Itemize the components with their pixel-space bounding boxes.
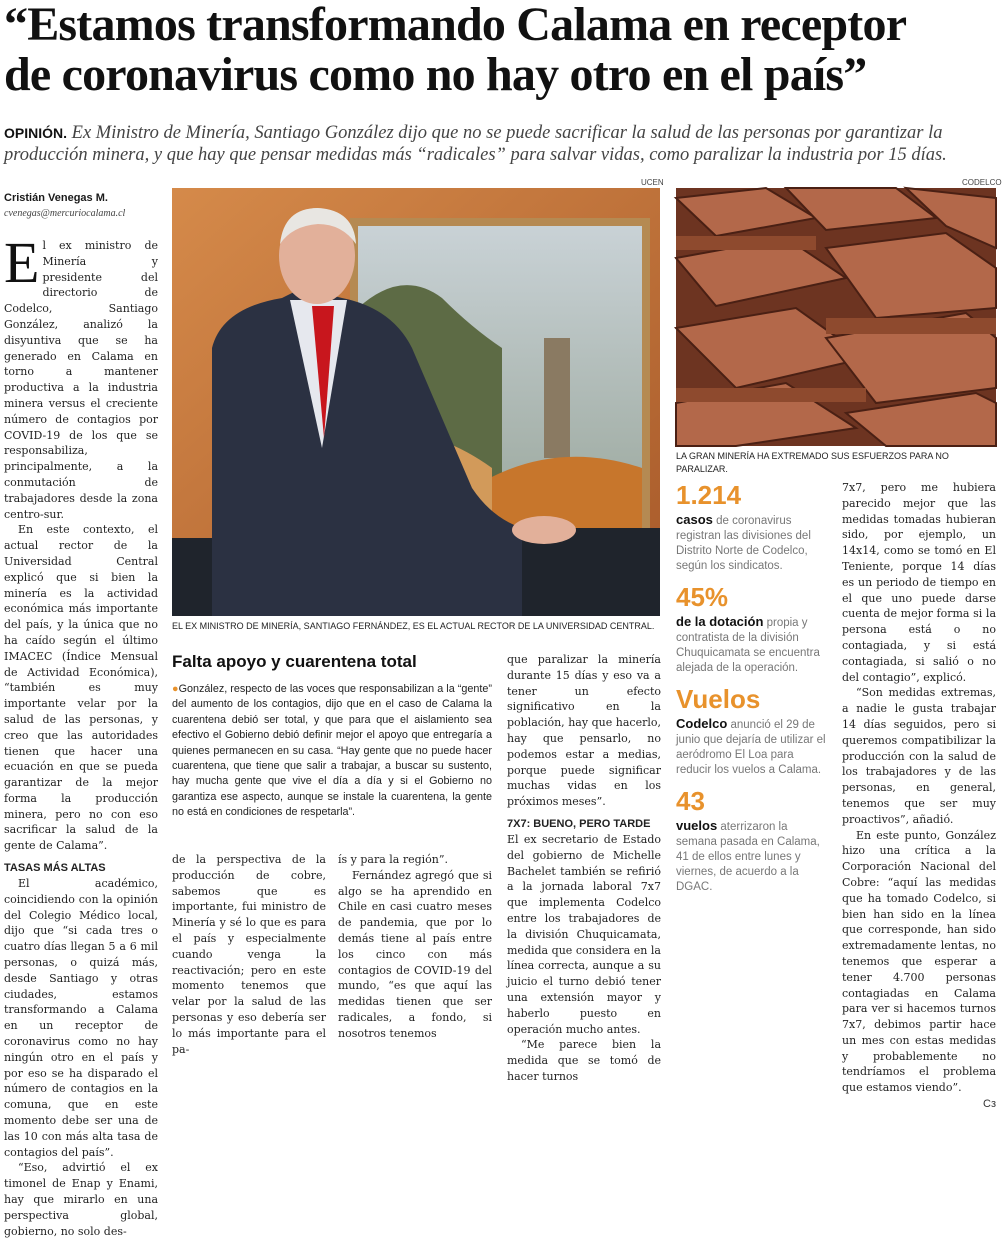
article-column-2 (172, 852, 326, 1057)
paragraph: que paralizar la minería durante 15 días y eso va a tener un efecto significativo en la población, hay que hacerlo, hay que pensarlo, no podemos estar a medias, porque puede significar muchas vidas en los próximos meses”. (507, 653, 661, 809)
bullet-icon: ● (172, 683, 179, 695)
portrait-photo (172, 188, 660, 616)
paragraph: 7x7, pero me hubiera parecido mejor que las medidas tomadas hubieran sido, por ejemplo, un 14x14, como se tomó en El Teniente, porque 14 días es un periodo de tiempo en el que uno puede darse cuenta de mejor forma si la persona está o no contagiada, y si está contagiada, si salió o no del contagio”, explicó. (842, 481, 996, 684)
lead-text: Ex Ministro de Minería, Santiago González dijo que no se puede sacrificar la salud de las personas por garantizar la producción minera, y que hay que pensar medidas más “radicales” para salvar vidas, como paralizar la industria por 15 días. (4, 123, 947, 165)
photo-credit: CODELCO (962, 178, 1002, 187)
stat-block (676, 478, 828, 574)
byline (4, 190, 164, 222)
paragraph: El académico, coincidiendo con la opinión del Colegio Médico local, dijo que “si cada tres o cuatro días llegan 5 a 6 mil personas, o quizá más, desde Santiago y otras ciudades, estamos transformando a Calama en un receptor de coronavirus como no hay ningún otro en el país y por eso se ha disparado el número de contagios en la comuna, que en este momento debe ser una de las 10 con más alta tasa de contagios del país”. (4, 877, 158, 1159)
paragraph: de la perspectiva de la producción de cobre, sabemos que es importante, fui ministro de Minería y sé lo que es para el país y especialmente cuando venga la reactivación; pero en este momento tenemos que velar por la salud de las personas y eso debería ser lo más importante para el pa- (172, 853, 326, 1056)
article-column-1 (4, 230, 158, 1239)
portrait-illustration (172, 188, 660, 616)
section-heading: TASAS MÁS ALTAS (4, 862, 106, 875)
headline-line-1: “Estamos transformando Calama en receptor (4, 0, 907, 51)
article-column-3 (338, 852, 492, 1042)
paragraph: Fernández agregó que si algo se ha aprendido en Chile en casi cuatro meses de pandemia, que por lo demás tiene al país entre los cinco con más contagios de COVID-19 del mundo, “es que aquí las medidas tienen que ser radicales, a fondo, si nosotros tenemos (338, 868, 492, 1040)
stat-number: 43 (676, 786, 705, 816)
photo-credit: UCEN (641, 178, 664, 187)
paragraph: ís y para la región”. (338, 853, 449, 866)
headline (4, 0, 996, 100)
stat-label: Codelco (676, 716, 728, 731)
stat-text: de coronavirus registran las divisiones del Distrito Norte de Codelco, según los sindicatos. (676, 515, 811, 572)
copper-photo (676, 188, 996, 446)
stat-block (676, 580, 828, 676)
end-mark-icon: Cз (983, 1098, 996, 1111)
photo-caption: EL EX MINISTRO DE MINERÍA, SANTIAGO FERNÁNDEZ, ES EL ACTUAL RECTOR DE LA UNIVERSIDAD CENTRAL. (172, 621, 655, 631)
stat-block (676, 784, 828, 895)
first-paragraph: El ex ministro de Minería y presidente del directorio de Codelco, Santiago González, analizó la disyuntiva que se ha generado en Calama en torno a mantener productiva a la industria minera versus el creciente número de contagios por COVID-19 de los que se responsabiliza, principalmente, a la conmutación de trabajadores desde la zona centro-sur. (4, 230, 158, 521)
paragraph: “Me parece bien la medida que se tomó de hacer turnos (507, 1038, 661, 1083)
headline-line-2: de coronavirus como no hay otro en el país” (4, 48, 867, 101)
stat-label: vuelos (676, 818, 718, 833)
copper-illustration (676, 188, 996, 446)
lead-paragraph (4, 122, 996, 166)
article-column-4 (507, 652, 661, 1085)
paragraph: En este punto, González hizo una crítica a la Corporación Nacional del Cobre: “aquí las medidas que ha tomado Codelco, si bien han sido en la línea que corresponde, han sido extremadamente lentas, no tenemos que esperar a tener 4.700 personas contagiadas en Calama para ver si hacemos turnos 7x7, debimos partir hace un mes con estas medidas y probablemente no tendríamos el problema que estamos viendo”. (842, 828, 996, 1095)
stat-block (676, 682, 828, 778)
stat-text: propia y contratista de la división Chuquicamata se encuentra alejada de la operación. (676, 617, 820, 674)
article-column-5 (842, 480, 996, 1113)
section-kicker: OPINIÓN. (4, 125, 68, 141)
stat-label: de la dotación (676, 614, 764, 629)
stats-column (676, 478, 828, 901)
author-name: Cristián Venegas M. (4, 192, 108, 204)
dropcap: E (4, 230, 40, 295)
stat-number: Vuelos (676, 684, 761, 714)
stat-number: 45% (676, 582, 729, 612)
photo-caption: LA GRAN MINERÍA HA EXTREMADO SUS ESFUERZOS PARA NO PARALIZAR. (676, 451, 949, 474)
paragraph: El ex secretario de Estado del gobierno de Michelle Bachelet también se refirió a la jornada laboral 7x7 que implementa Codelco entre los trabajadores de la división Chuquicamata, medida que considera en la línea correcta, aunque a su juicio el turno debió tener una extensión mayor y haberlo puesto en operación mucho antes. (507, 832, 661, 1036)
paragraph: En este contexto, el actual rector de la Universidad Central explicó que si bien la minería es la actividad económica más importante del país, y la única que no ha caído según el último IMACEC (Índice Mensual de Actividad Económica), “también es muy importante velar por la salud de las personas, y creo que las autoridades tienen que hacer una ecuación en que se pueda garantizar de la mejor forma la producción minera, pero no con eso sacrificar la salud de la gente de Calama”. (4, 523, 158, 853)
paragraph: “Eso, advirtió el ex timonel de Enap y Enami, hay que mirarlo en una perspectiva global, gobierno, no solo des- (4, 1161, 158, 1238)
stat-text: aterrizaron la semana pasada en Calama, 41 de ellos entre lunes y viernes, de acuerdo a la DGAC. (676, 821, 820, 893)
stat-label: casos (676, 512, 713, 527)
box-title: Falta apoyo y cuarentena total (172, 652, 417, 671)
paragraph: “Son medidas extremas, a nadie le gusta trabajar 14 días seguidos, pero si queremos compatibilizar la producción con la salud de los trabajadores y de las personas, en general, tenemos que ser muy proactivos”, añadió. (842, 686, 996, 826)
box-text: ●González, respecto de las voces que responsabilizan a la “gente” del aumento de los contagios, dijo que en el caso de Calama la cuarentena debió ser total, y que para que el aislamiento sea efectivo el Gobierno debió definir mejor el apoyo que entregaría a quienes permanecen en su casa. “Hay gente que no puede hacer cuarentena, que tiene que salir a trabajar, a buscar su sustento, hay mucha gente que vive el día a día y si el Gobierno no garantiza ese aspecto, aunque se instale la cuarentena, la gente no está en condiciones de respetarla”. (172, 683, 492, 819)
stat-number: 1.214 (676, 480, 742, 510)
stat-text: anunció el 29 de junio que dejaría de utilizar el aeródromo El Loa para reducir los vuelos a Calama. (676, 719, 826, 776)
section-heading: 7X7: BUENO, PERO TARDE (507, 817, 651, 830)
author-email[interactable]: cvenegas@mercuriocalama.cl (4, 208, 126, 219)
